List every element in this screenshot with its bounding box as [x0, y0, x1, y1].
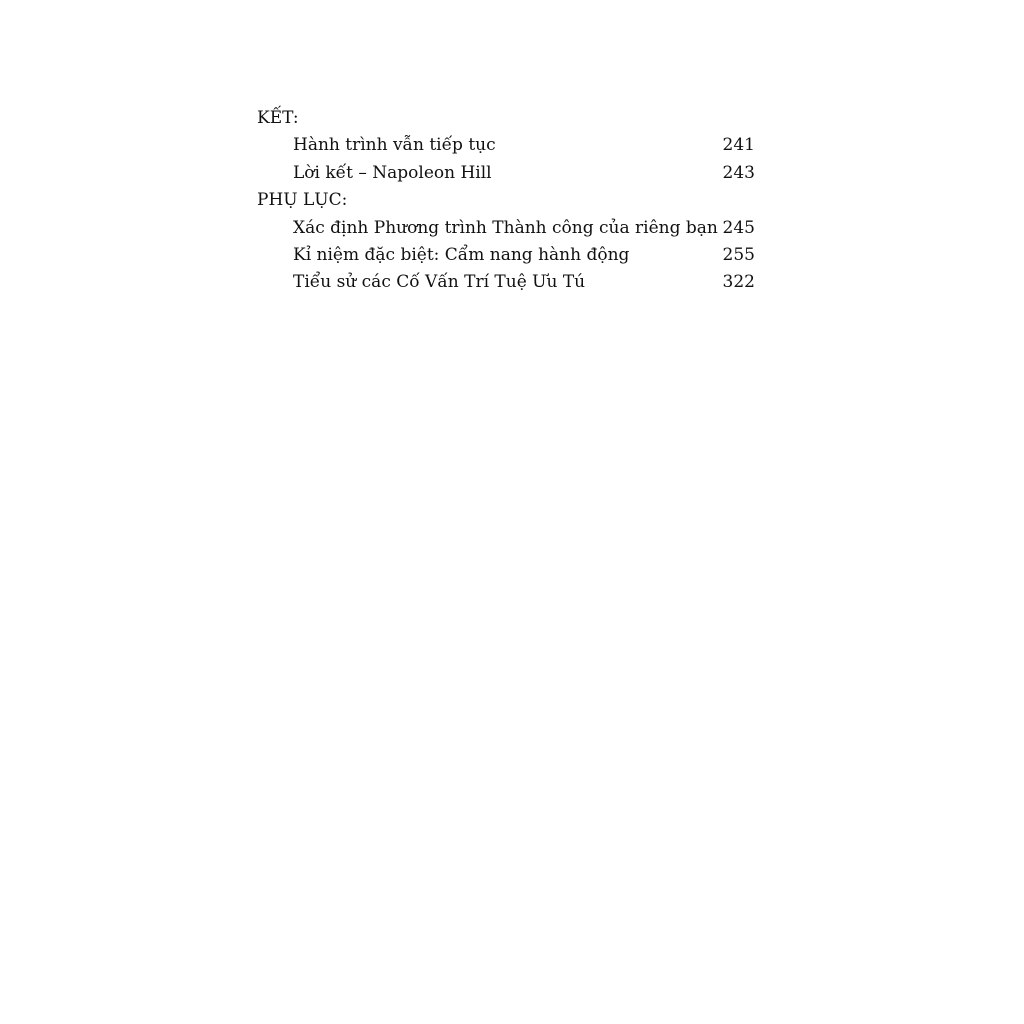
toc-entry: [257, 132, 757, 159]
toc-entry: [257, 269, 757, 296]
section-heading: KẾT:: [257, 108, 299, 128]
toc-section-phu-luc: [257, 187, 757, 297]
entry-title: Lời kết – Napoleon Hill: [293, 162, 492, 183]
entry-title: Kỉ niệm đặc biệt: Cẩm nang hành động: [293, 244, 630, 265]
entry-page-number: 245: [722, 217, 755, 238]
entry-page-number: 241: [722, 135, 755, 156]
table-of-contents: [257, 105, 757, 297]
toc-entry: [257, 242, 757, 269]
toc-entry: [257, 160, 757, 187]
entry-title: Hành trình vẫn tiếp tục: [293, 135, 496, 156]
entry-page-number: 322: [722, 272, 755, 293]
toc-section-ket: [257, 105, 757, 187]
entry-title: Tiểu sử các Cố Vấn Trí Tuệ Ưu Tú: [293, 272, 586, 293]
entry-page-number: 255: [722, 244, 755, 265]
toc-entry: [257, 215, 757, 242]
section-heading: PHỤ LỤC:: [257, 190, 348, 211]
entry-page-number: 243: [722, 162, 755, 183]
entry-title: Xác định Phương trình Thành công của riêng bạn: [293, 217, 718, 238]
